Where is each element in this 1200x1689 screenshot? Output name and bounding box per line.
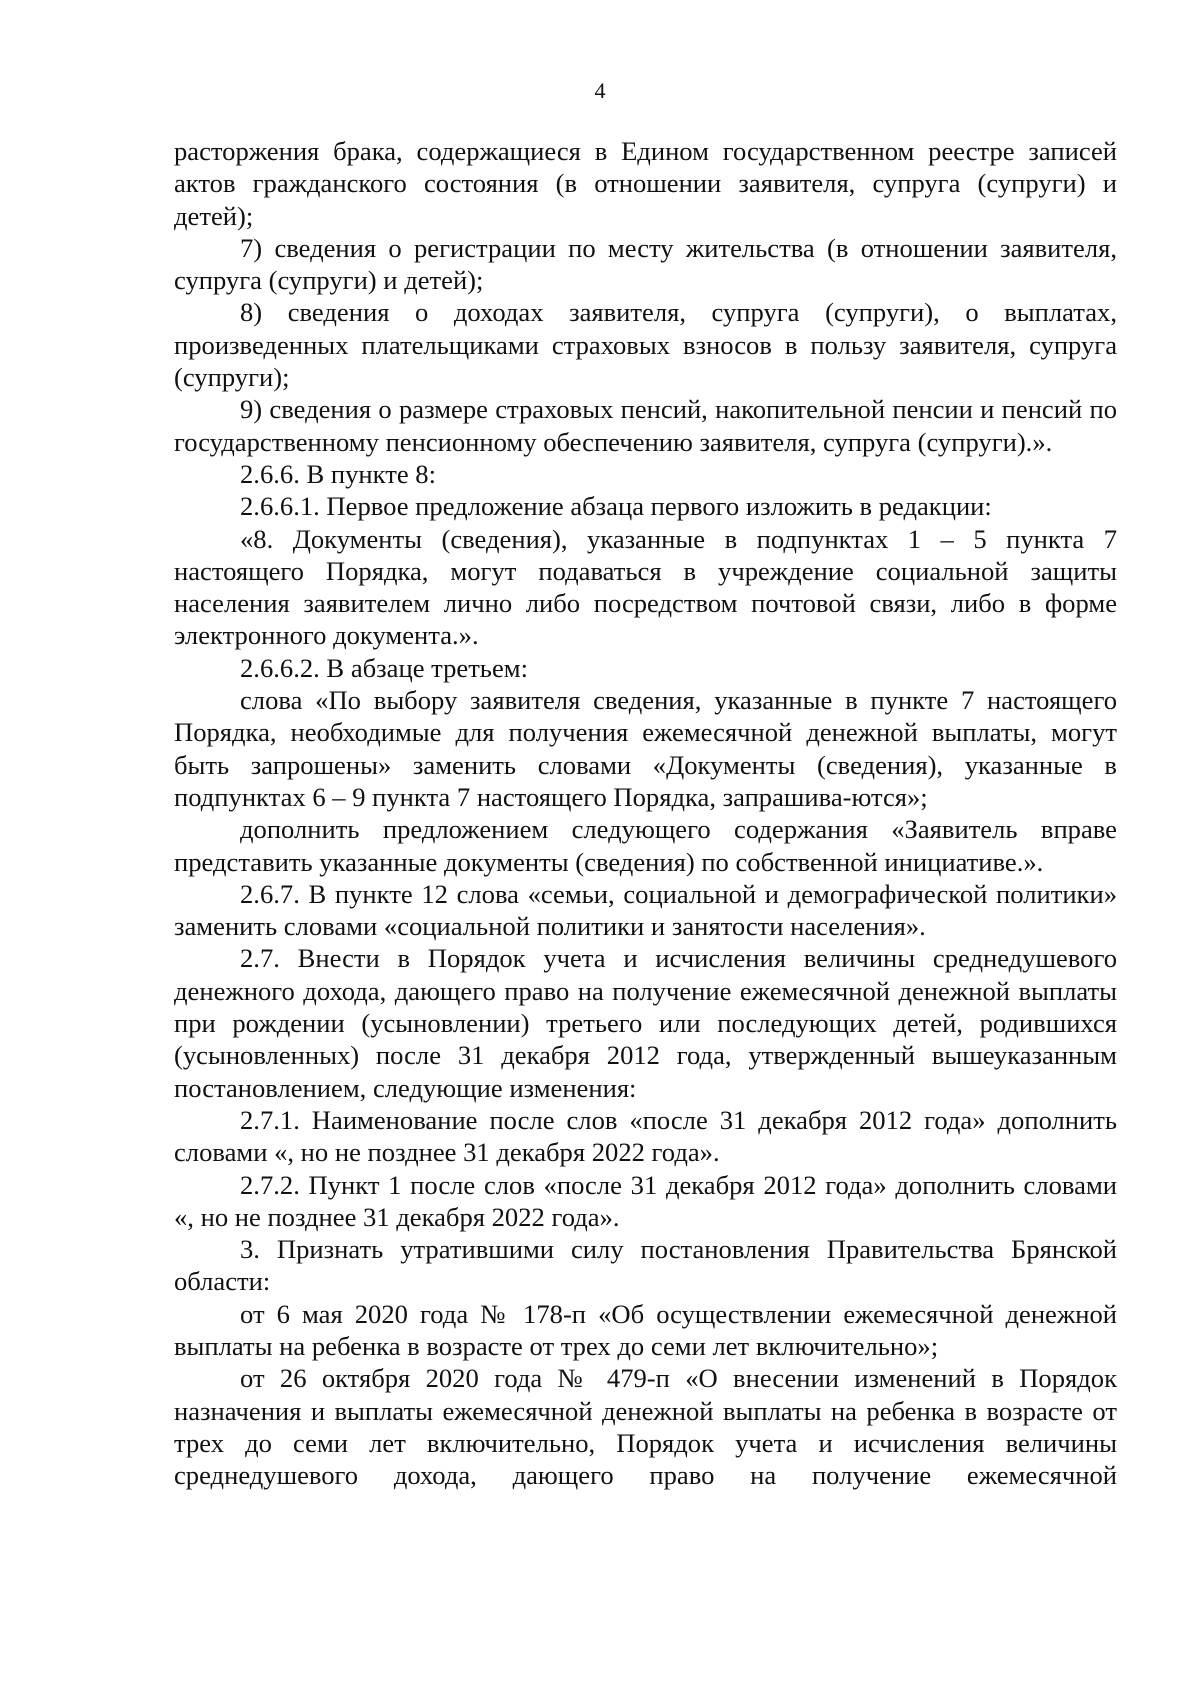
paragraph-9: слова «По выбору заявителя сведения, указанные в пункте 7 настоящего Порядка, необходимые для получения ежемесячной денежной выплаты, могут быть запрошены» заменить словами «Документы (сведения), указанные в подпунктах 6 – 9 пункта 7 настоящего Порядка, запрашива-ются»; xyxy=(174,685,1117,812)
paragraph-15: 3. Признать утратившими силу постановления Правительства Брянской области: xyxy=(174,1234,1117,1297)
paragraph-3: 8) сведения о доходах заявителя, супруга (супруги), о выплатах, произведенных плательщиками страховых взносов в пользу заявителя, супруга (супруги); xyxy=(174,297,1117,393)
paragraph-4: 9) сведения о размере страховых пенсий, накопительной пенсии и пенсий по государственному пенсионному обеспечению заявителя, супруга (супруги).». xyxy=(174,394,1117,457)
paragraph-11: 2.6.7. В пункте 12 слова «семьи, социальной и демографической политики» заменить словами «социальной политики и занятости населения». xyxy=(174,878,1117,942)
paragraph-13: 2.7.1. Наименование после слов «после 31 декабря 2012 года» дополнить словами «, но не позднее 31 декабря 2022 года». xyxy=(174,1104,1117,1168)
paragraph-6: 2.6.6.1. Первое предложение абзаца первого изложить в редакции: xyxy=(240,491,992,522)
paragraph-16: от 6 мая 2020 года № 178-п «Об осуществлении ежемесячной денежной выплаты на ребенка в возрасте от трех до семи лет включительно»; xyxy=(174,1298,1117,1361)
paragraph-14: 2.7.2. Пункт 1 после слов «после 31 декабря 2012 года» дополнить словами «, но не позднее 31 декабря 2022 года». xyxy=(174,1169,1117,1232)
paragraph-7: «8. Документы (сведения), указанные в подпунктах 1 – 5 пункта 7 настоящего Порядка, могут подаваться в учреждение социальной защиты населения заявителем лично либо посредством почтовой связи, либо в форме электронного документа.». xyxy=(174,523,1117,651)
paragraph-8: 2.6.6.2. В абзаце третьем: xyxy=(240,652,528,683)
paragraph-12: 2.7. Внести в Порядок учета и исчисления величины среднедушевого денежного дохода, дающего право на получение ежемесячной денежной выплаты при рождении (усыновлении) третьего или последующих детей, родившихся (усыновленных) после 31 декабря 2012 года, утвержденный вышеуказанным постановлением, следующие изменения: xyxy=(174,943,1117,1103)
document-body xyxy=(174,135,1117,1491)
page-number: 4 xyxy=(594,78,606,103)
paragraph-2: 7) сведения о регистрации по месту жительства (в отношении заявителя, супруга (супруги) и детей); xyxy=(174,232,1117,296)
paragraph-17: от 26 октября 2020 года № 479-п «О внесении изменений в Порядок назначения и выплаты ежемесячной денежной выплаты на ребенка в возрасте от трех до семи лет включительно, Порядок учета и исчисления величины среднедушевого дохода, дающего право на получение ежемесячной xyxy=(174,1363,1117,1491)
paragraph-5: 2.6.6. В пункте 8: xyxy=(240,458,436,489)
paragraph-10: дополнить предложением следующего содержания «Заявитель вправе представить указанные документы (сведения) по собственной инициативе.». xyxy=(174,814,1117,877)
paragraph-1: расторжения брака, содержащиеся в Едином государственном реестре записей актов гражданского состояния (в отношении заявителя, супруга (супруги) и детей); xyxy=(174,136,1117,231)
